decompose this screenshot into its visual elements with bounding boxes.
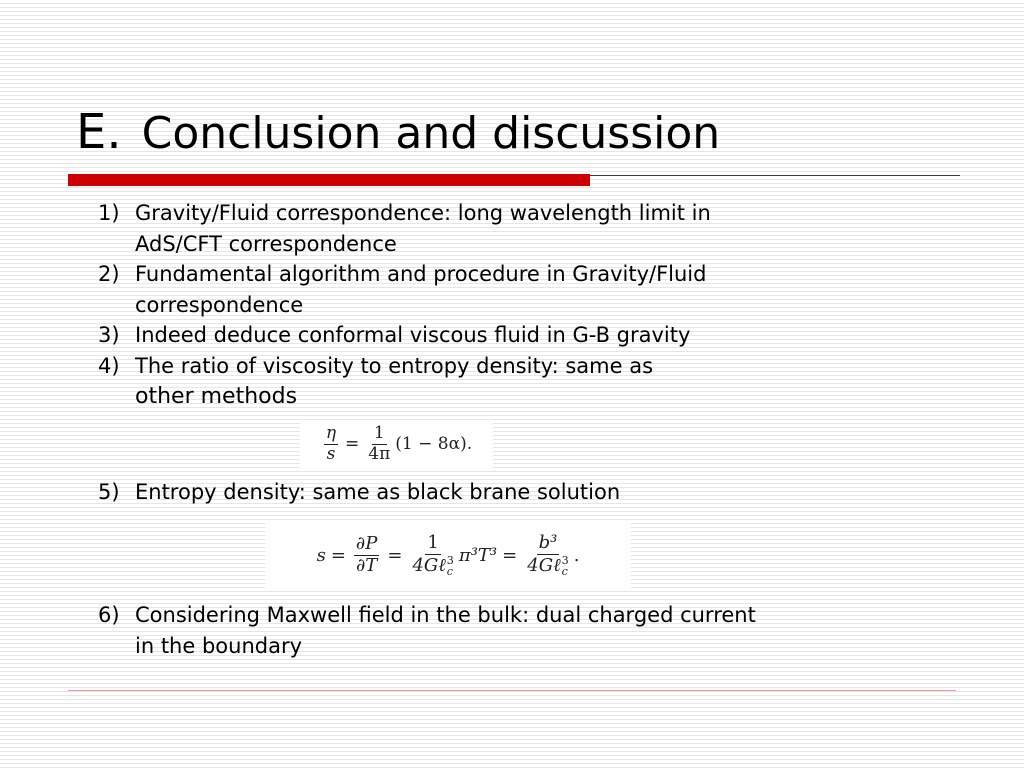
list-item-5: 5) Entropy density: same as black brane solution xyxy=(98,480,621,504)
item-6-line-1: Considering Maxwell field in the bulk: dual charged current xyxy=(135,603,756,627)
item-2-line-1: Fundamental algorithm and procedure in Gravity/Fluid xyxy=(135,262,707,286)
item-3-line-1: Indeed deduce conformal viscous fluid in G-B gravity xyxy=(135,323,691,347)
item-2-line-2: correspondence xyxy=(135,292,304,317)
title-underline-thick xyxy=(68,174,590,186)
item-5-line-1: Entropy density: same as black brane solution xyxy=(135,480,621,504)
item-1-line-2: AdS/CFT correspondence xyxy=(135,231,397,256)
item-1-line-1: Gravity/Fluid correspondence: long wavelength limit in xyxy=(135,201,711,225)
slide-title xyxy=(76,104,720,162)
list-item-4: 4) The ratio of viscosity to entropy density: same as other methods xyxy=(98,351,653,412)
item-4-line-1: The ratio of viscosity to entropy density: same as xyxy=(135,354,654,378)
list-item-3: 3) Indeed deduce conformal viscous fluid in G-B gravity xyxy=(98,323,691,347)
list-item-6: 6) Considering Maxwell field in the bulk: dual charged current in the boundary xyxy=(98,600,756,661)
item-6-line-2: in the boundary xyxy=(135,633,303,658)
list-item-1: 1) Gravity/Fluid correspondence: long wavelength limit in AdS/CFT correspondence xyxy=(98,198,711,259)
list-item-2: 2) Fundamental algorithm and procedure in Gravity/Fluid correspondence xyxy=(98,259,706,320)
title-underline-thin xyxy=(590,175,960,176)
footer-divider xyxy=(68,690,956,691)
equation-viscosity-ratio: $\frac{\eta}{s}$ = $\frac{1}{4\pi}$ (1 − 8α). xyxy=(300,420,493,468)
title-text: Conclusion and discussion xyxy=(141,108,721,159)
equation-entropy-density: s = $\frac{\partial P}{\partial T}$ = 1 4Gℓ 3 c π³T³ = b³ 4Gℓ 3 c . xyxy=(265,522,631,588)
item-4-line-2: other methods xyxy=(135,383,298,409)
title-letter: E. xyxy=(76,104,122,160)
